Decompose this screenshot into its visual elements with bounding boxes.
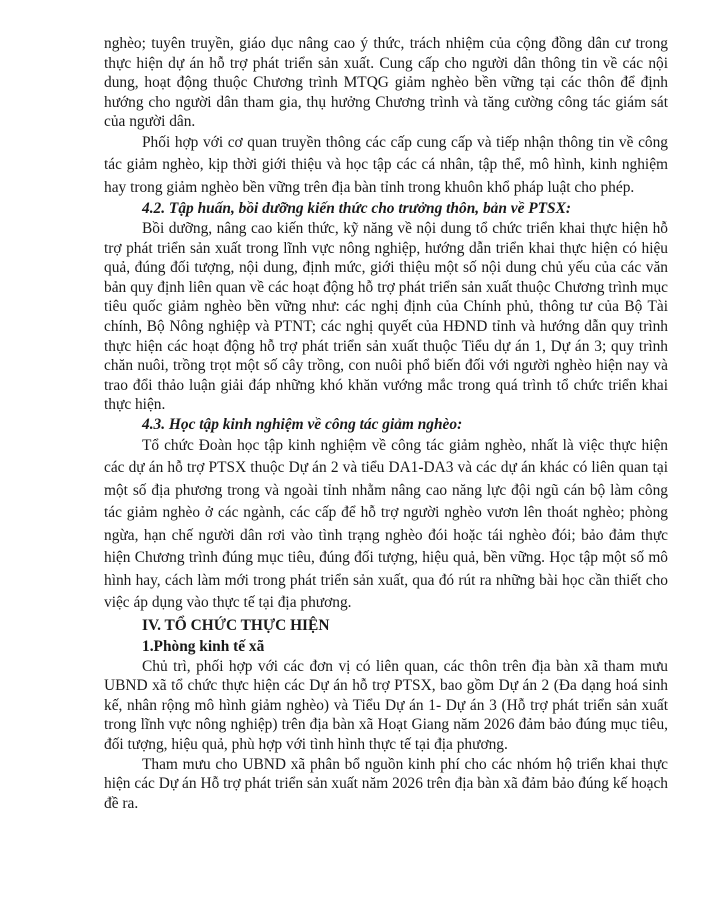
document-page bbox=[104, 34, 668, 813]
paragraph-training: Bồi dưỡng, nâng cao kiến thức, kỹ năng về nội dung tổ chức triển khai thực hiện hỗ trợ phát triển sản xuất trong lĩnh vực nông nghiệp, hướng dẫn triển khai thực hiện có hiệu quả, đúng đối tượng, nội dung, định mức, giới thiệu một số nội dung chủ yếu của các văn bản quy định liên quan về các hoạt động hỗ trợ phát triển sản xuất thuộc Chương trình mục tiêu quốc giảm nghèo bền vững như: các nghị định của Chính phủ, thông tư của Bộ Tài chính, Bộ Nông nghiệp và PTNT; các nghị quyết của HĐND tỉnh và hướng dẫn quy trình thực hiện các hoạt động hỗ trợ phát triển sản xuất thuộc Tiểu dự án 1, Dự án 3; quy trình chăn nuôi, trồng trọt một số cây trồng, con nuôi phổ biến đối với người nghèo hiện nay và trao đổi thảo luận giải đáp những khó khăn vướng mắc trong quá trình tổ chức triển khai thực hiện. bbox=[104, 220, 668, 414]
paragraph-media-coordination: Phối hợp với cơ quan truyền thông các cấp cung cấp và tiếp nhận thông tin về công tác giảm nghèo, kịp thời giới thiệu và học tập các cá nhân, tập thể, mô hình, kinh nghiệm hay trong giảm nghèo bền vững trên địa bàn tỉnh trong khuôn khổ pháp luật cho phép. bbox=[104, 133, 668, 196]
paragraph-communication: nghèo; tuyên truyền, giáo dục nâng cao ý thức, trách nhiệm của cộng đồng dân cư trong thực hiện dự án hỗ trợ phát triển sản xuất. Cung cấp cho người dân thông tin về các nội dung, hoạt động thuộc Chương trình MTQG giảm nghèo bền vững tại các thôn để định hướng cho người dân tham gia, thụ hưởng Chương trình và tăng cường công tác giám sát của người dân. bbox=[104, 35, 668, 131]
heading-4-3-experience: 4.3. Học tập kinh nghiệm về công tác giảm nghèo: bbox=[142, 416, 463, 433]
heading-economic-office: 1.Phòng kinh tế xã bbox=[142, 637, 265, 655]
heading-4-2-training: 4.2. Tập huấn, bồi dưỡng kiến thức cho trưởng thôn, bản về PTSX: bbox=[142, 200, 572, 218]
paragraph-lead-role: Chủ trì, phối hợp với các đơn vị có liên quan, các thôn trên địa bàn xã tham mưu UBND xã tổ chức thực hiện các Dự án hỗ trợ PTSX, bao gồm Dự án 2 (Đa dạng hoá sinh kế, nhân rộng mô hình giảm nghèo) và Tiểu Dự án 1- Dự án 3 (Hỗ trợ phát triển sản xuất trong lĩnh vực nông nghiệp) trên địa bàn xã Hoạt Giang năm 2026 đảm bảo đúng mục tiêu, đối tượng, hiệu quả, phù hợp với tình hình thực tế tại địa phương. bbox=[104, 657, 668, 753]
heading-iv-implementation: IV. TỔ CHỨC THỰC HIỆN bbox=[142, 616, 330, 634]
paragraph-budget-allocation: Tham mưu cho UBND xã phân bổ nguồn kinh phí cho các nhóm hộ triển khai thực hiện các Dự án Hỗ trợ phát triển sản xuất năm 2026 trên địa bàn xã đảm bảo đúng kế hoạch đề ra. bbox=[104, 755, 668, 812]
paragraph-experience: Tổ chức Đoàn học tập kinh nghiệm về công tác giảm nghèo, nhất là việc thực hiện các dự án hỗ trợ PTSX thuộc Dự án 2 và tiểu DA1-DA3 và các dự án khác có liên quan tại một số địa phương trong và ngoài tỉnh nhằm nâng cao năng lực đội ngũ cán bộ làm công tác giảm nghèo ở các ngành, các cấp để hỗ trợ người nghèo vươn lên thoát nghèo; phòng ngừa, hạn chế người dân rơi vào tình trạng nghèo đói hoặc tái nghèo đói; bảo đảm thực hiện Chương trình đúng mục tiêu, đúng đối tượng, hiệu quả, bền vững. Học tập một số mô hình hay, cách làm mới trong phát triển sản xuất, qua đó rút ra những bài học cần thiết cho việc áp dụng vào thực tế tại địa phương. bbox=[104, 436, 668, 612]
